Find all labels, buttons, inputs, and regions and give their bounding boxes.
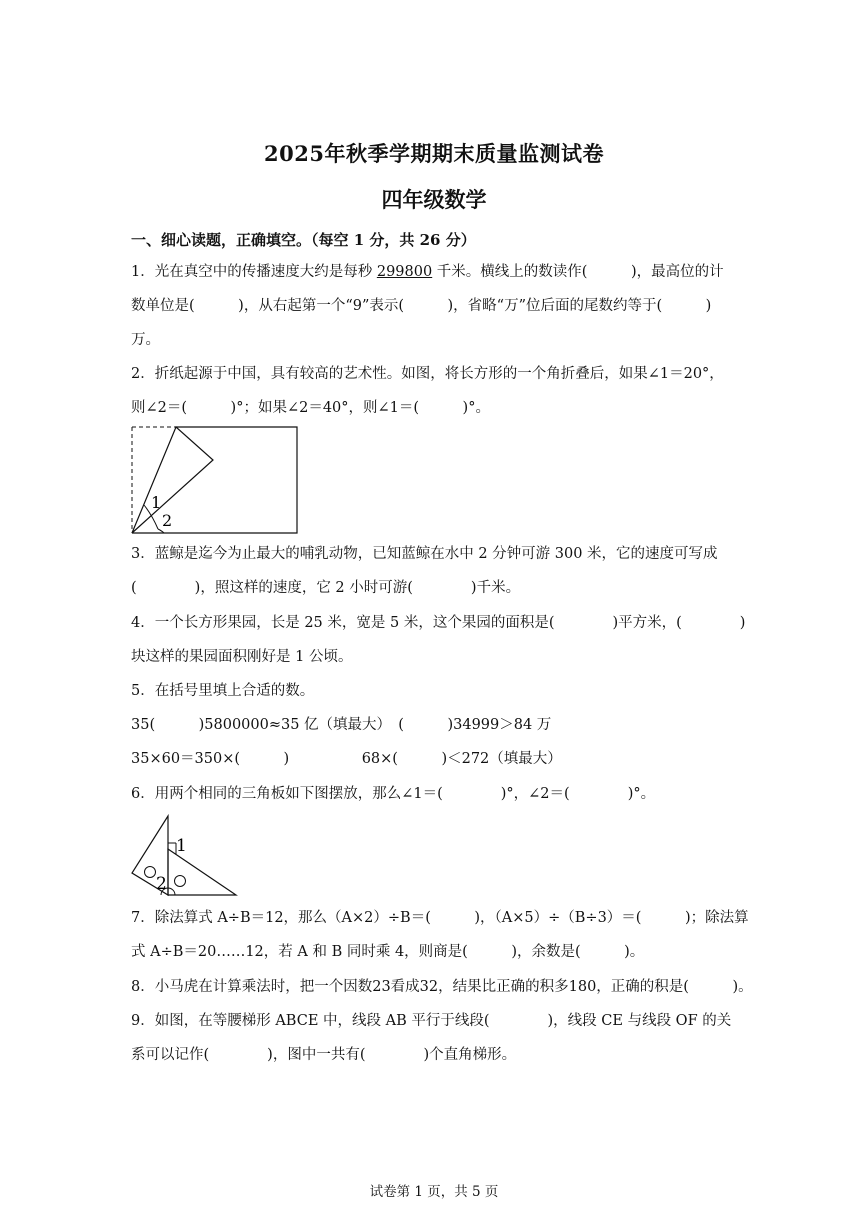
q8-line1: 8．小马虎在计算乘法时，把一个因数23看成32，结果比正确的积多180，正确的积是( )。	[131, 979, 753, 995]
q3-line2: ( )，照这样的速度，它 2 小时可游( )千米。	[131, 580, 521, 596]
q4-line2: 块这样的果园面积刚好是 1 公顷。	[131, 649, 353, 665]
q7-line1: 7．除法算式 A÷B＝12，那么（A×2）÷B＝( )，（A×5）÷（B÷3）＝( )；除法算	[131, 910, 749, 926]
q6-line1: 6．用两个相同的三角板如下图摆放，那么∠1＝( )°，∠2＝( )°。	[131, 786, 656, 802]
q1-underlined-number: 299800	[376, 264, 433, 280]
q5-line3: 35×60＝350×( ) 68×( )＜272（填最大）	[131, 751, 562, 767]
q2-line1: 2．折纸起源于中国，具有较高的艺术性。如图，将长方形的一个角折叠后，如果∠1＝20°，	[131, 366, 724, 382]
q1-line3: 万。	[131, 332, 160, 348]
q9-line1: 9．如图，在等腰梯形 ABCE 中，线段 AB 平行于线段( )，线段 CE 与线段 OF 的关	[131, 1013, 732, 1029]
q5-line2: 35( )5800000≈35 亿（填最大） ( )34999＞84 万	[131, 717, 552, 733]
angle-2-label: 2	[156, 874, 167, 894]
angle-2-label: 2	[162, 511, 173, 530]
triangle-rulers-figure	[130, 813, 242, 899]
q9-line2: 系可以记作( )，图中一共有( )个直角梯形。	[131, 1047, 517, 1063]
q7-line2: 式 A÷B＝20……12，若 A 和 B 同时乘 4，则商是( )，余数是( )。	[131, 944, 645, 960]
q2-line2: 则∠2＝( )°；如果∠2＝40°，则∠1＝( )°。	[131, 400, 490, 416]
q4-line1: 4．一个长方形果园，长是 25 米，宽是 5 米，这个果园的面积是( )平方米，( )	[131, 615, 746, 631]
section-heading: 一、细心读题，正确填空。（每空 1 分，共 26 分）	[131, 231, 476, 249]
page-title: 2025年秋季学期期末质量监测试卷	[264, 141, 604, 166]
folded-rectangle-figure	[130, 425, 302, 537]
q3-line1: 3．蓝鲸是迄今为止最大的哺乳动物，已知蓝鲸在水中 2 分钟可游 300 米，它的速度可写成	[131, 546, 718, 562]
q5-line1: 5．在括号里填上合适的数。	[131, 683, 315, 699]
angle-1-label: 1	[176, 836, 187, 856]
q1-line2: 数单位是( )，从右起第一个“9”表示( )，省略“万”位后面的尾数约等于( )	[131, 298, 712, 314]
page-footer: 试卷第 1 页，共 5 页	[369, 1184, 499, 1200]
page-subtitle: 四年级数学	[381, 187, 487, 212]
angle-1-label: 1	[151, 493, 162, 512]
q1-line1: 1．光在真空中的传播速度大约是每秒 299800 千米。横线上的数读作( )，最高位的计	[131, 264, 724, 280]
